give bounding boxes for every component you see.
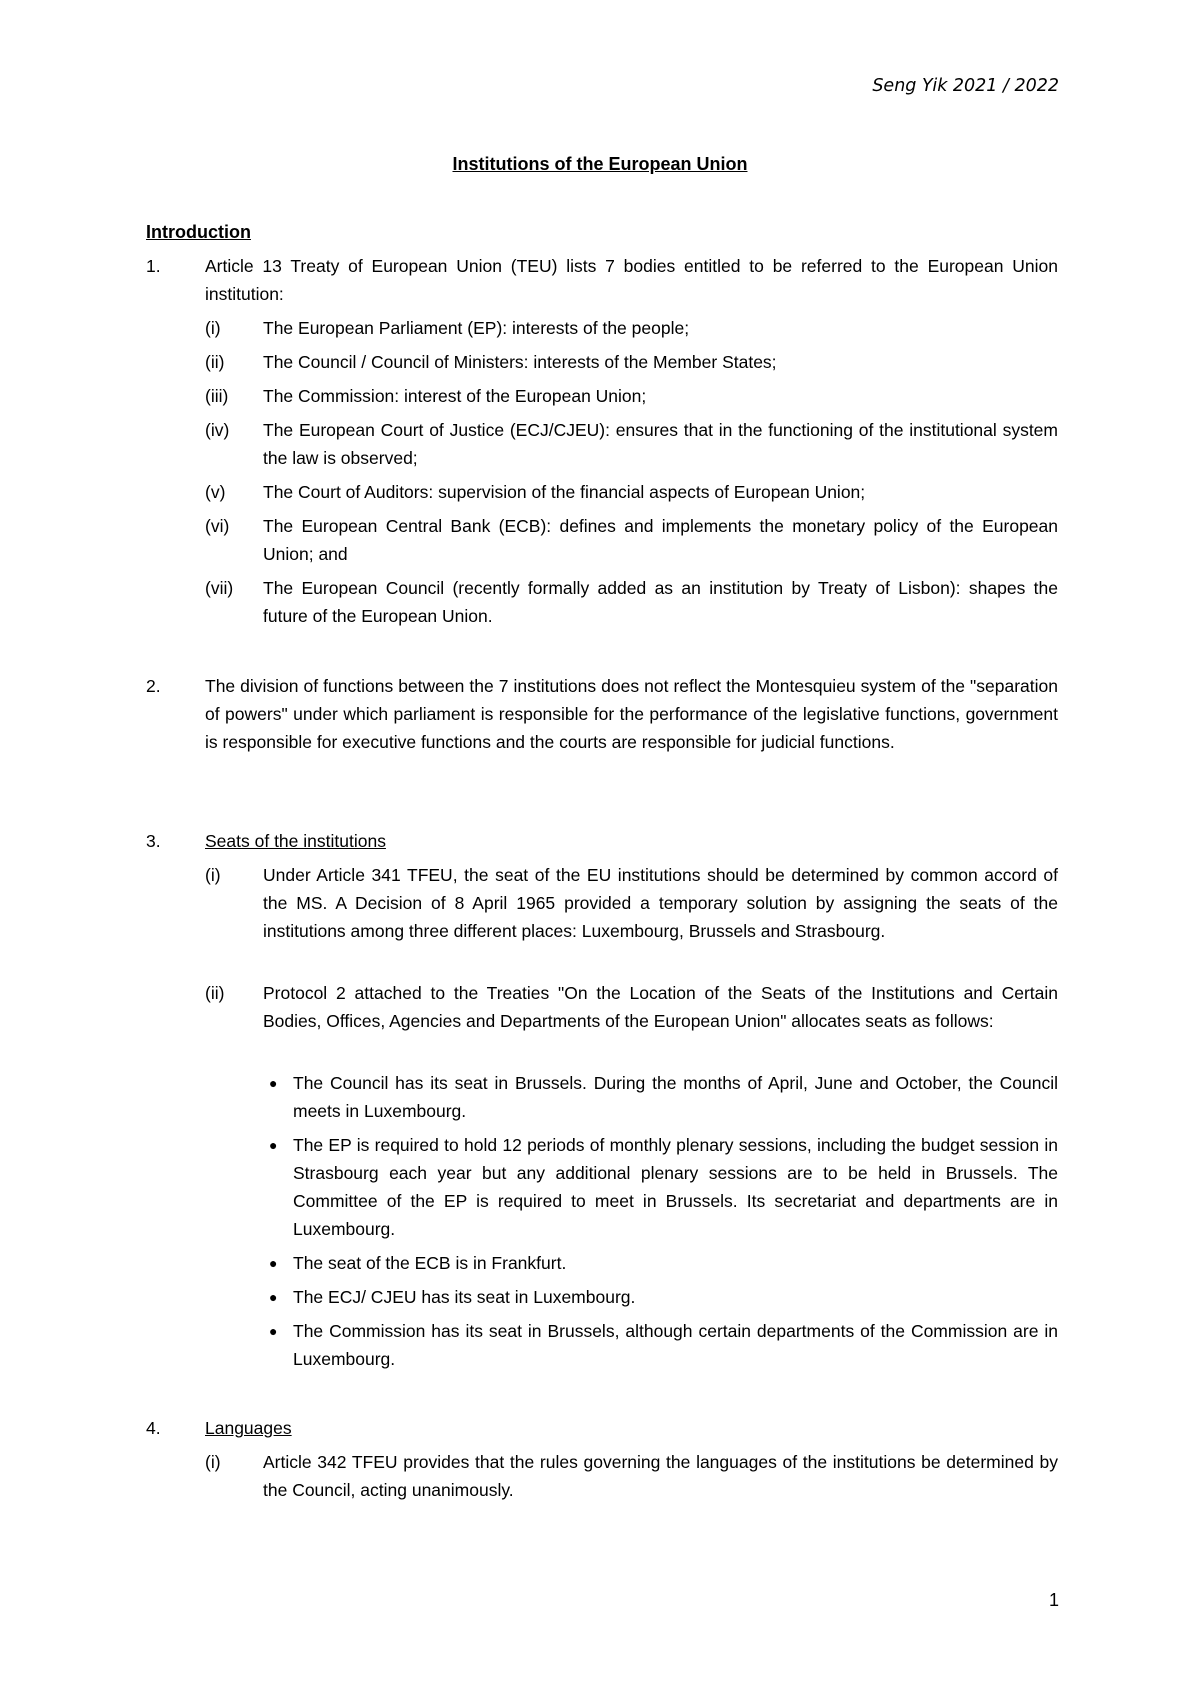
- sub-label: (ii): [205, 983, 225, 1003]
- sub-label: (vii): [205, 578, 234, 598]
- sub-text: Article 342 TFEU provides that the rules governing the languages of the institutions be determined by the Council, acting unanimously.: [263, 1452, 1058, 1500]
- item-text: Article 13 Treaty of European Union (TEU) lists 7 bodies entitled to be referred to the European Union institution:: [205, 256, 1058, 304]
- sub-label: (ii): [205, 352, 225, 372]
- sub-label: (vi): [205, 516, 230, 536]
- sub-label: (i): [205, 865, 221, 885]
- sub-label: (i): [205, 1452, 221, 1472]
- sub-text: Protocol 2 attached to the Treaties "On the Location of the Seats of the Institutions and Certain Bodies, Offices, Agencies and Departments of the European Union" allocates seats as follows:: [263, 983, 1058, 1031]
- sub-text: Under Article 341 TFEU, the seat of the EU institutions should be determined by common accord of the MS. A Decision of 8 April 1965 provided a temporary solution by assigning the seats of the institutions among three different places: Luxembourg, Brussels and Strasbourg.: [263, 865, 1058, 941]
- sub-text: The European Council (recently formally added as an institution by Treaty of Lisbon): shapes the future of the European Union.: [263, 578, 1058, 626]
- bullet-dot-icon: ●: [269, 1323, 278, 1339]
- sub-text: The European Court of Justice (ECJ/CJEU): ensures that in the functioning of the institutional system the law is observed;: [263, 420, 1058, 468]
- page-number: 1: [1048, 1590, 1059, 1610]
- bullet-dot-icon: ●: [269, 1075, 278, 1091]
- sub-text: The Commission: interest of the European Union;: [263, 386, 647, 406]
- list-item-3: [146, 827, 1058, 855]
- list-item-4: [146, 1414, 1058, 1442]
- bullet-text: The seat of the ECB is in Frankfurt.: [293, 1253, 567, 1273]
- bullet-text: The ECJ/ CJEU has its seat in Luxembourg.: [293, 1287, 636, 1307]
- bullet-dot-icon: ●: [269, 1255, 278, 1271]
- item-number: 3.: [146, 831, 161, 851]
- sub-label: (v): [205, 482, 226, 502]
- bullet-dot-icon: ●: [269, 1289, 278, 1305]
- bullet-text: The Commission has its seat in Brussels, although certain departments of the Commission are in Luxembourg.: [293, 1321, 1058, 1369]
- item-number: 4.: [146, 1418, 161, 1438]
- bullet-text: The EP is required to hold 12 periods of monthly plenary sessions, including the budget session in Strasbourg each year but any additional plenary sessions are to be held in Brussels. The Committee of the EP is required to meet in Brussels. Its secretariat and departments are in Luxembourg.: [293, 1135, 1058, 1239]
- list-item-1: [146, 252, 1058, 308]
- item-number: 2.: [146, 676, 161, 696]
- item-text: The division of functions between the 7 institutions does not reflect the Montesquieu system of the "separation of powers" under which parliament is responsible for the performance of the legislative functions, government is responsible for executive functions and the courts are responsible for judicial functions.: [205, 676, 1058, 752]
- section-heading-introduction: Introduction: [146, 222, 251, 242]
- sub-label: (iv): [205, 420, 230, 440]
- sub-text: The Court of Auditors: supervision of the financial aspects of European Union;: [263, 482, 866, 502]
- header-author-year: Seng Yik 2021 / 2022: [872, 76, 1059, 96]
- item-number: 1.: [146, 256, 161, 276]
- list-item-2: [146, 672, 1058, 756]
- sub-text: The Council / Council of Ministers: interests of the Member States;: [263, 352, 777, 372]
- item-heading: Languages: [205, 1418, 292, 1438]
- sub-label: (i): [205, 318, 221, 338]
- bullet-text: The Council has its seat in Brussels. During the months of April, June and October, the Council meets in Luxembourg.: [293, 1073, 1058, 1121]
- document-title: Institutions of the European Union: [452, 154, 748, 174]
- bullet-dot-icon: ●: [269, 1137, 278, 1153]
- sub-text: The European Central Bank (ECB): defines and implements the monetary policy of the European Union; and: [263, 516, 1058, 564]
- item-heading: Seats of the institutions: [205, 831, 386, 851]
- sub-label: (iii): [205, 386, 229, 406]
- sub-text: The European Parliament (EP): interests of the people;: [263, 318, 690, 338]
